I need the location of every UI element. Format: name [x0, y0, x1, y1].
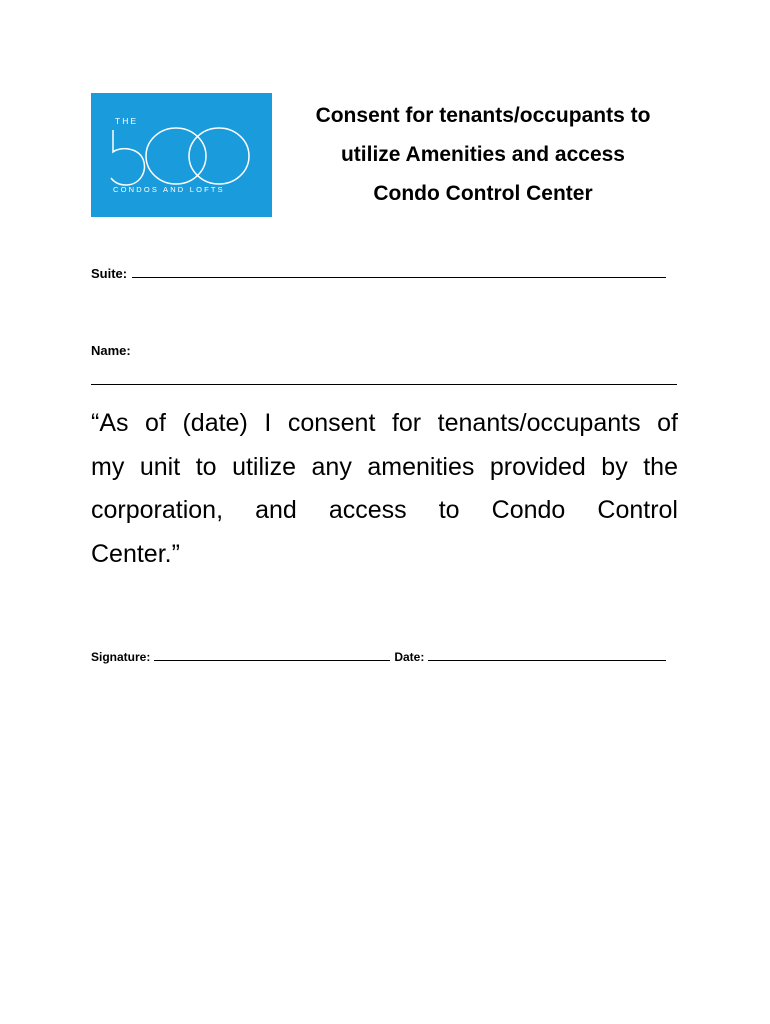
- statement-line: corporation, and access to Condo Control: [91, 496, 678, 524]
- suite-field: [91, 265, 666, 281]
- signature-date-row: [91, 648, 666, 664]
- title-line: Consent for tenants/occupants to: [315, 104, 651, 127]
- statement-line: Center.”: [91, 539, 180, 568]
- date-label: Date:: [394, 650, 425, 664]
- date-blank-line[interactable]: [428, 648, 666, 661]
- suite-label: Suite:: [91, 266, 128, 281]
- signature-label: Signature:: [91, 650, 151, 664]
- suite-blank-line[interactable]: [132, 265, 666, 278]
- title-line: utilize Amenities and access: [340, 143, 625, 166]
- statement-line: “As of (date) I consent for tenants/occupants of: [91, 409, 678, 437]
- statement-line: my unit to utilize any amenities provided by the: [91, 452, 678, 481]
- title-line: Condo Control Center: [373, 182, 593, 205]
- the-500-condos-and-lofts-logo: [91, 93, 272, 217]
- form-title: [278, 96, 688, 213]
- name-label: Name:: [91, 343, 131, 358]
- name-blank-line[interactable]: [91, 370, 677, 385]
- consent-statement: [91, 402, 678, 576]
- signature-blank-line[interactable]: [154, 648, 390, 661]
- svg-text:CONDOS AND LOFTS: CONDOS AND LOFTS: [113, 185, 225, 194]
- svg-text:THE: THE: [115, 116, 138, 126]
